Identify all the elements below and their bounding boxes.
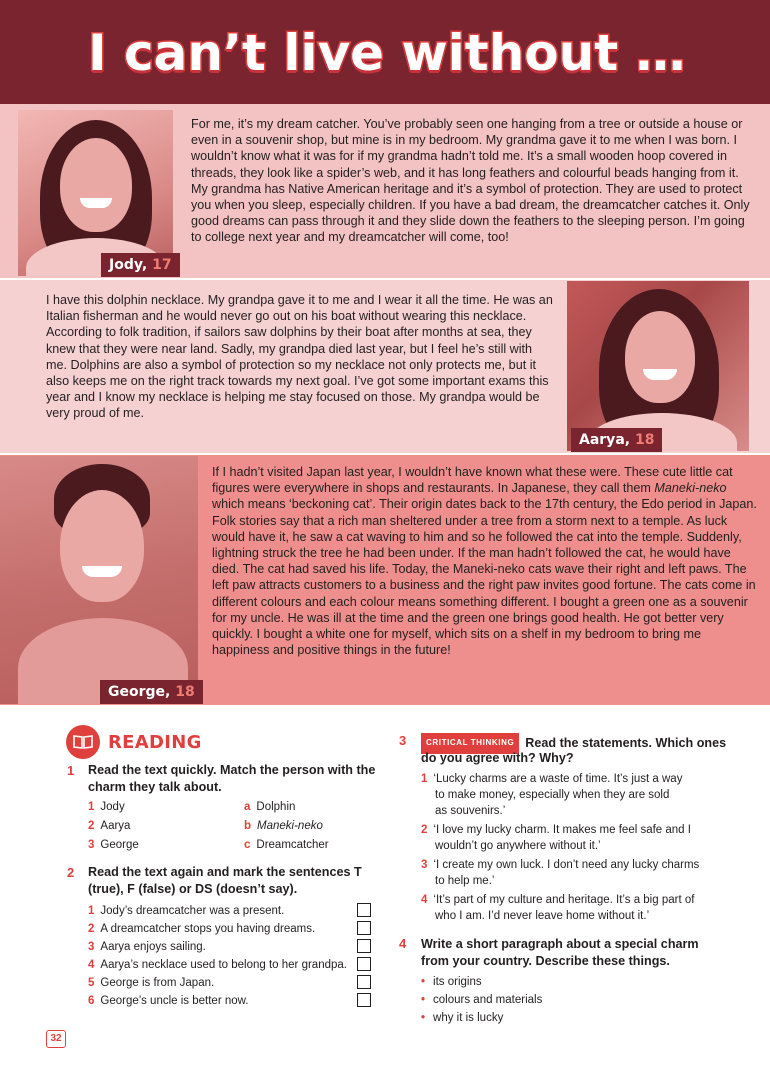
item-number: 3 <box>88 941 95 953</box>
item-text: Aarya <box>100 820 131 832</box>
name-tag-jody <box>101 253 180 277</box>
reading-label: READING <box>108 731 202 753</box>
answer-box-2[interactable] <box>357 921 371 935</box>
item-letter: b <box>244 820 252 832</box>
item-number: 3 <box>88 839 95 851</box>
question-4-line: from your country. Describe these things. <box>421 954 670 968</box>
item-number: 2 <box>88 923 95 935</box>
q2-item <box>88 958 347 973</box>
george-photo <box>0 456 198 704</box>
item-text: Maneki-neko <box>257 820 323 832</box>
item-number: 2 <box>88 820 95 832</box>
q4-bullet: • colours and materials <box>421 994 543 1006</box>
story-george-italic: Maneki-neko <box>654 481 727 496</box>
item-number: 5 <box>88 977 95 989</box>
item-number: 1 <box>88 801 95 813</box>
question-3-line: Read the statements. Which ones <box>525 736 727 750</box>
item-text: A dreamcatcher stops you having dreams. <box>100 923 316 935</box>
question-number: 2 <box>67 865 75 880</box>
item-number: 6 <box>88 995 95 1007</box>
item-number: 4 <box>88 959 95 971</box>
answer-box-4[interactable] <box>357 957 371 971</box>
item-text: Dreamcatcher <box>256 839 329 851</box>
question-number: 1 <box>67 763 75 778</box>
answer-box-3[interactable] <box>357 939 371 953</box>
jody-photo <box>18 110 173 276</box>
question-2-text: Read the text again and mark the sentences T (true), F (false) or DS (doesn’t say). <box>88 865 362 896</box>
item-text: George’s uncle is better now. <box>100 995 249 1007</box>
item-text: ‘It’s part of my culture and heritage. It’s a big part of <box>433 894 695 906</box>
aarya-photo <box>567 281 749 451</box>
q2-item <box>88 904 284 919</box>
name-tag-aarya <box>571 428 662 452</box>
q1-left-item <box>88 800 125 815</box>
page-title: I can’t live without … <box>88 24 686 82</box>
question-3-line: do you agree with? Why? <box>421 751 574 765</box>
q1-right-item <box>244 800 295 815</box>
item-number: 3 <box>421 859 428 871</box>
item-letter: a <box>244 801 251 813</box>
story-george-part: which means ‘beckoning cat’. Their origin dates back to the 17th century, the Edo period in Japan. Folk stories say that a rich man sheltered under a tree from a storm next to a temple. As luck would have it, he saw a cat waving to him and so he followed the cat into the temple. Suddenly, lightning struck the tree he had been under. If the man hadn’t followed the cat, he would have died. The cat had saved his life. Today, the Maneki-neko cats wave their right and left paws. The left paw attracts customers to a business and the right paw invites good fortune. The cats come in different colours and each colour means something different. I bought a green one as a souvenir for my uncle. He was ill at the time and the green one brings good health. He got better very quickly. I bought a white one for myself, which sits on a shelf in my bedroom to bring me happiness and positive things in the future! <box>212 497 757 658</box>
story-george <box>212 464 757 658</box>
q2-item <box>88 994 249 1009</box>
item-number: 4 <box>421 894 428 906</box>
question-1-text: Read the text quickly. Match the person with the charm they talk about. <box>88 763 376 794</box>
critical-thinking-badge: CRITICAL THINKING <box>421 733 519 754</box>
q2-item <box>88 922 315 937</box>
question-4-line: Write a short paragraph about a special charm <box>421 937 699 951</box>
person-age: 18 <box>175 684 195 700</box>
person-name: Jody, <box>109 257 148 273</box>
answer-box-6[interactable] <box>357 993 371 1007</box>
item-text: Aarya enjoys sailing. <box>100 941 206 953</box>
question-number: 3 <box>399 733 407 748</box>
item-letter: c <box>244 839 251 851</box>
item-text: Jody <box>100 801 125 813</box>
person-name: George, <box>108 684 171 700</box>
item-text: ‘Lucky charms are a waste of time. It’s just a way <box>433 773 683 785</box>
q4-bullet: • its origins <box>421 976 482 988</box>
q3-item <box>421 893 694 908</box>
page-number: 32 <box>46 1030 66 1048</box>
item-text: wouldn’t go anywhere without it.’ <box>435 840 601 852</box>
item-text: ‘I love my lucky charm. It makes me feel safe and I <box>433 824 691 836</box>
question-number: 4 <box>399 936 407 951</box>
story-jody: For me, it’s my dream catcher. You’ve probably seen one hanging from a tree or outside a house or even in a souvenir shop, but mine is in my bedroom. My grandma gave it to me when I was born. I wouldn’t know what it was for if my grandma hadn’t told me. It’s a small wooden hoop covered in threads, they look like a spider’s web, and it has long feathers and colourful beads hanging from it. My grandma has Native American heritage and it’s a symbol of protection. They are used to protect you when you sleep, especially children. If you have a bad dream, the dreamcatcher catches it. Only good dreams can pass through it and they slide down the feathers to the sleeping person. I’m going to college next year and my dreamcatcher will come, too! <box>191 117 750 245</box>
book-icon <box>66 725 100 759</box>
item-text: who I am. I’d never leave home without it.’ <box>435 910 650 922</box>
bullet-text: why it is lucky <box>433 1012 504 1024</box>
item-number: 1 <box>421 773 428 785</box>
q1-left-item <box>88 838 139 853</box>
person-age: 17 <box>152 257 172 273</box>
item-text: Aarya’s necklace used to belong to her grandpa. <box>100 959 347 971</box>
q1-left-item <box>88 819 130 834</box>
item-text: to help me.’ <box>435 875 495 887</box>
person-age: 18 <box>634 432 655 448</box>
q3-item <box>421 858 699 873</box>
person-name: Aarya, <box>579 432 631 448</box>
item-text: as souvenirs.’ <box>435 805 506 817</box>
item-text: George is from Japan. <box>100 977 215 989</box>
item-text: George <box>100 839 139 851</box>
story-aarya: I have this dolphin necklace. My grandpa gave it to me and I wear it all the time. He was an Italian fisherman and he would never go out on his boat without wearing this necklace. According to folk tradition, if sailors saw dolphins by their boat after months at sea, they knew that they were near land. Sadly, my grandpa died last year, but I feel he’s still with me. Dolphins are also a symbol of protection so my necklace not only protects me, but it also keeps me on the right track towards my next goal. I’ve got some important exams this year and I know my necklace is helping me stay focused on those. My grandpa would be very proud of me. <box>46 293 553 421</box>
item-text: ‘I create my own luck. I don’t need any lucky charms <box>433 859 700 871</box>
answer-box-1[interactable] <box>357 903 371 917</box>
item-text: Dolphin <box>256 801 296 813</box>
q2-item <box>88 940 206 955</box>
answer-box-5[interactable] <box>357 975 371 989</box>
q3-item <box>421 823 691 838</box>
item-number: 1 <box>88 905 95 917</box>
reading-heading <box>66 725 202 759</box>
name-tag-george <box>100 680 203 704</box>
q4-bullet: • why it is lucky <box>421 1012 504 1024</box>
bullet-text: its origins <box>433 976 482 988</box>
q2-item <box>88 976 214 991</box>
item-number: 2 <box>421 824 428 836</box>
story-george-part: If I hadn’t visited Japan last year, I wouldn’t have known what these were. These cute little cat figures were everywhere in shops and restaurants. In Japanese, they call them <box>212 465 733 496</box>
q1-right-item <box>244 819 323 834</box>
q3-item <box>421 772 682 787</box>
item-text: to make money, especially when they are sold <box>435 789 670 801</box>
bullet-text: colours and materials <box>433 994 543 1006</box>
q1-right-item <box>244 838 329 853</box>
item-text: Jody’s dreamcatcher was a present. <box>100 905 285 917</box>
